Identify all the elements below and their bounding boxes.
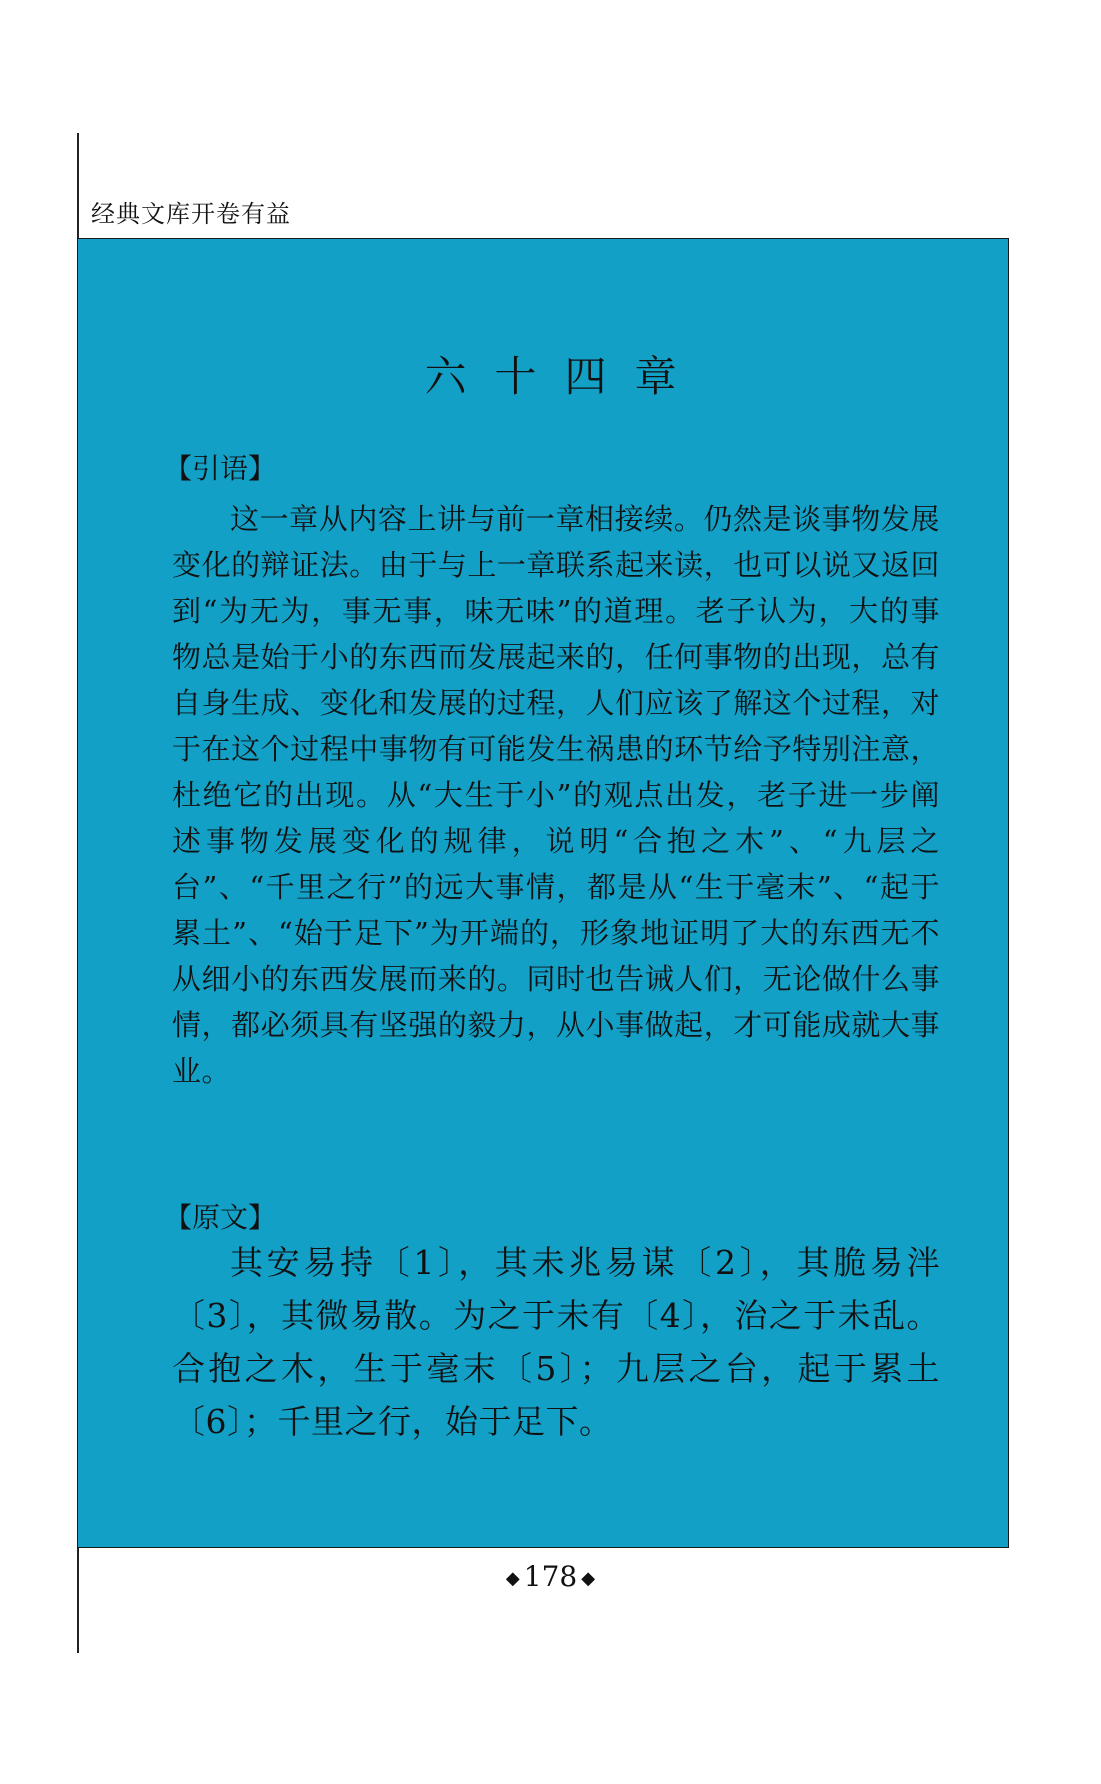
running-header: 经典文库开卷有益 [91,200,291,228]
intro-paragraph: 这一章从内容上讲与前一章相接续。仍然是谈事物发展变化的辩证法。由于与上一章联系起来读，也可以说又返回到“为无为，事无事，味无味”的道理。老子认为，大的事物总是始于小的东西而发展起来的，任何事物的出现，总有自身生成、变化和发展的过程，人们应该了解这个过程，对于在这个过程中事物有可能发生祸患的环节给予特别注意，杜绝它的出现。从“大生于小”的观点出发，老子进一步阐述事物发展变化的规律，说明“合抱之木”、“九层之台”、“千里之行”的远大事情，都是从“生于毫末”、“起于累土”、“始于足下”为开端的，形象地证明了大的东西无不从细小的东西发展而来的。同时也告诫人们，无论做什么事情，都必须具有坚强的毅力，从小事做起，才可能成就大事业。 [172,502,940,1088]
chapter-title: 六十四章 [424,352,705,401]
page-number: 178 [523,1560,578,1593]
original-text-heading: 【原文】 [164,1201,277,1234]
original-text-paragraph: 其安易持〔1〕，其未兆易谋〔2〕，其脆易泮〔3〕，其微易散。为之于未有〔4〕，治之于未乱。合抱之木，生于毫末〔5〕；九层之台，起于累土〔6〕；千里之行，始于足下。 [172,1243,940,1441]
page-footer [0,1560,1101,1593]
diamond-ornament-icon: ◆ [505,1568,520,1589]
intro-heading: 【引语】 [164,452,277,485]
diamond-ornament-icon: ◆ [581,1568,596,1589]
